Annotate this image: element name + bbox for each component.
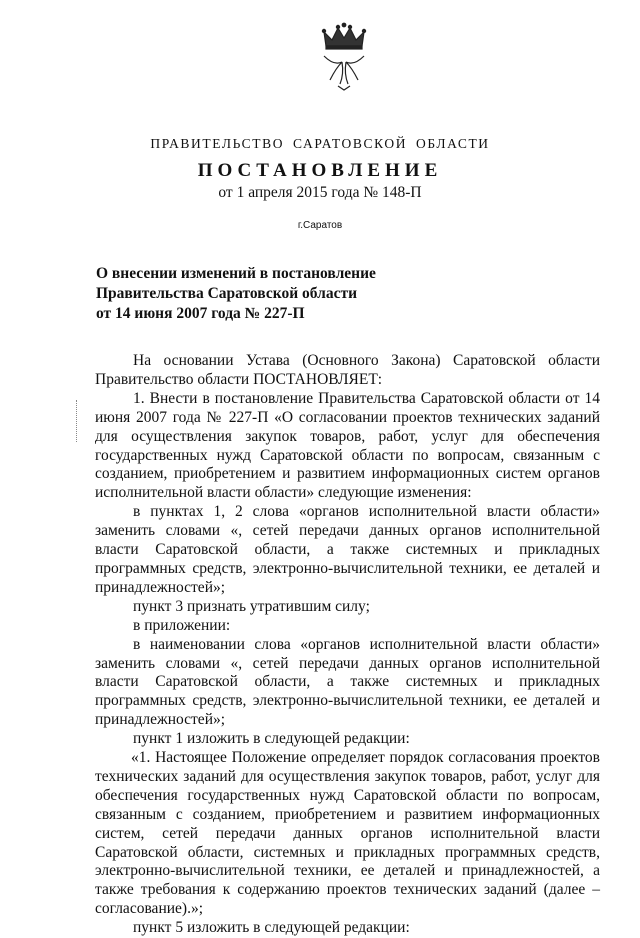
document-date-number: от 1 апреля 2015 года № 148-П <box>218 184 422 201</box>
saratov-coat-of-arms-icon <box>312 22 376 92</box>
paragraph: в приложении: <box>133 616 231 634</box>
paragraph: пункт 1 изложить в следующей редакции: <box>133 730 410 748</box>
subject-line: от 14 июня 2007 года № 227-П <box>96 305 305 322</box>
subject-line: О внесении изменений в постановление <box>96 265 376 282</box>
subject-line: Правительства Саратовской области <box>96 285 357 302</box>
document-body <box>95 352 600 938</box>
document-type: ПОСТАНОВЛЕНИЕ <box>197 160 443 181</box>
paragraph: «1. Настоящее Положение определяет порядок согласования проектов технических заданий для осуществления закупок товаров, работ, услуг для обеспечения государственных нужд Саратовской области по вопросам, связанным с созданием, приобретением и развитием информационных систем, сетей передачи данных органов исполнительной власти Саратовской области, системных и прикладных программных средств, электронно-вычислительной техники, ее деталей и принадлежностей, а также требования к содержанию проектов технических заданий (далее – согласование).»; <box>95 749 600 918</box>
paragraph: в пунктах 1, 2 слова «органов исполнительной власти области» заменить словами «, сетей передачи данных органов исполнительной власти Саратовской области, а также системных и прикладных программных средств, электронно-вычислительной техники, ее деталей и принадлежностей»; <box>95 503 600 596</box>
document-subject <box>96 264 416 324</box>
government-name: ПРАВИТЕЛЬСТВО САРАТОВСКОЙ ОБЛАСТИ <box>150 136 490 151</box>
paragraph: пункт 3 признать утратившим силу; <box>133 597 370 615</box>
city: г.Саратов <box>297 220 343 231</box>
paragraph: пункт 5 изложить в следующей редакции: <box>133 919 410 937</box>
margin-mark <box>76 400 77 442</box>
paragraph: На основании Устава (Основного Закона) Саратовской области Правительство области ПОСТАНОВЛЯЕТ: <box>95 352 600 388</box>
paragraph: в наименовании слова «органов исполнительной власти области» заменить словами «, сетей передачи данных органов исполнительной власти Саратовской области, а также системных и прикладных программных средств, электронно-вычислительной техники, ее деталей и принадлежностей»; <box>95 635 600 729</box>
paragraph: 1. Внести в постановление Правительства Саратовской области от 14 июня 2007 года № 227-П «О согласовании проектов технических заданий для осуществления закупок товаров, работ, услуг для обеспечения государственных нужд Саратовской области по вопросам, связанным с созданием, приобретением и развитием информационных систем органов исполнительной власти области» следующие изменения: <box>95 389 600 502</box>
